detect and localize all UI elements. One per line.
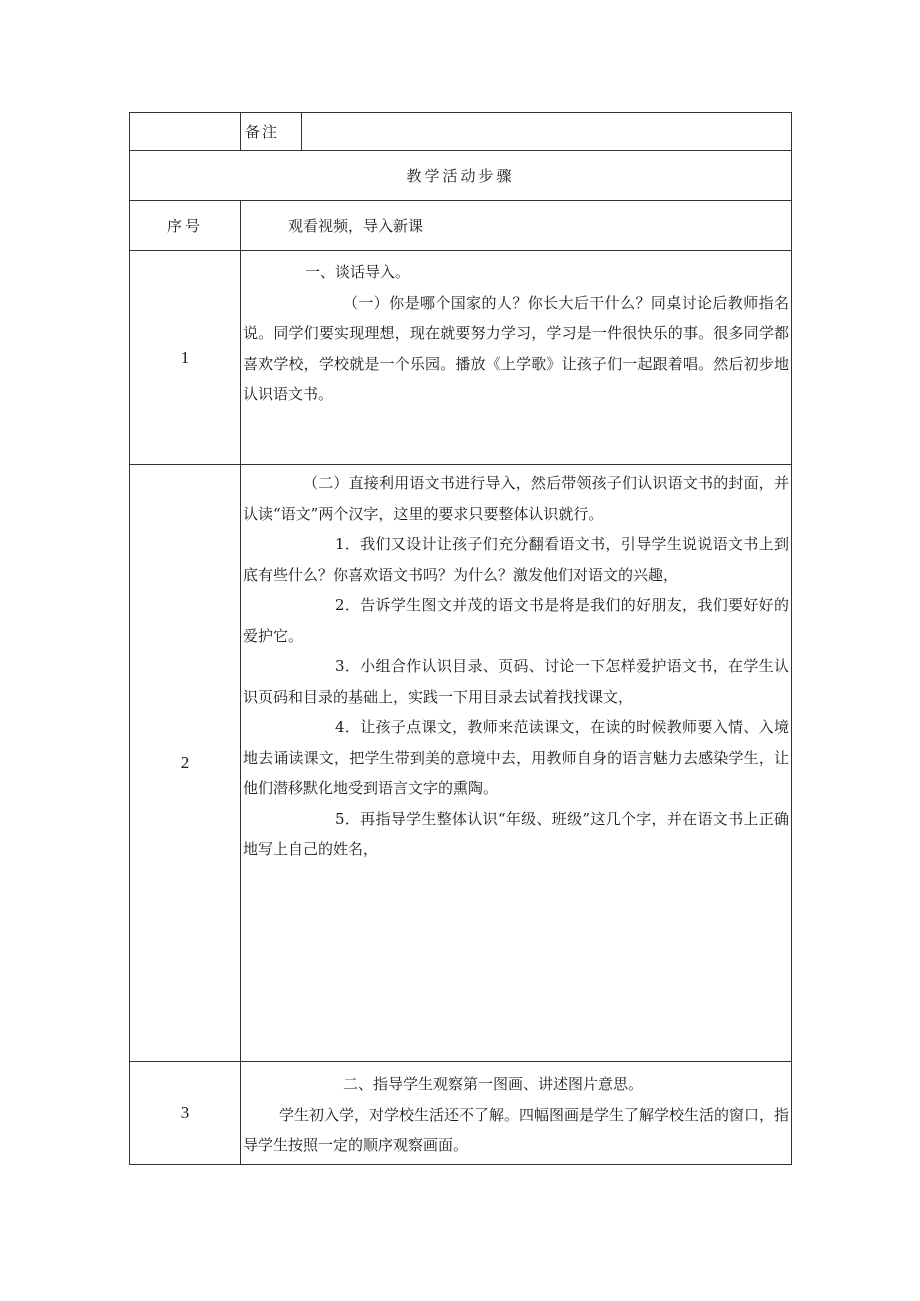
paragraph: 5．再指导学生整体认识“年级、班级”这几个字，并在语文书上正确地写上自己的姓名， (243, 809, 789, 858)
paragraph: 2．告诉学生图文并茂的语文书是将是我们的好朋友，我们要好好的爱护它。 (243, 596, 789, 645)
row-content (241, 251, 792, 465)
paragraph: （二）直接利用语文书进行导入，然后带领孩子们认识语文书的封面，并认读“语文”两个汉字，这里的要求只要整体认识就行。 (243, 474, 789, 523)
lesson-plan-table (129, 112, 792, 1165)
remark-row (130, 113, 792, 151)
number-header: 序号 (130, 201, 241, 251)
paragraph: 3．小组合作认识目录、页码、讨论一下怎样爱护语文书，在学生认识页码和目录的基础上，实践一下用目录去试着找找课文， (243, 657, 789, 706)
section-title-row (130, 151, 792, 201)
row-number: 1 (130, 251, 241, 465)
table-row (130, 465, 792, 1062)
row-content (241, 465, 792, 1062)
empty-cell (130, 113, 241, 151)
paragraph: 二、指导学生观察第一图画、讲述图片意思。 (343, 1075, 644, 1093)
header-row (130, 201, 792, 251)
table-row (130, 1062, 792, 1165)
section-title: 教学活动步骤 (130, 151, 792, 201)
paragraph: 1．我们又设计让孩子们充分翻看语文书，引导学生说说语文书上到底有些什么？你喜欢语文书吗？为什么？激发他们对语文的兴趣， (243, 535, 789, 584)
remark-label: 备注 (241, 113, 302, 151)
row-number: 2 (130, 465, 241, 1062)
paragraph: （一）你是哪个国家的人？你长大后干什么？同桌讨论后教师指名说。同学们要实现理想，现在就要努力学习，学习是一件很快乐的事。很多同学都喜欢学校，学校就是一个乐园。播放《上学歌》让孩子们一起跟着唱。然后初步地认识语文书。 (243, 293, 789, 403)
remark-value-cell (302, 113, 792, 151)
table-row (130, 251, 792, 465)
row-content (241, 1062, 792, 1165)
row-number: 3 (130, 1062, 241, 1165)
paragraph: 4．让孩子点课文，教师来范读课文，在读的时候教师要入情、入境地去诵读课文，把学生带到美的意境中去，用教师自身的语言魅力去感染学生，让他们潜移默化地受到语言文字的熏陶。 (243, 718, 789, 797)
paragraph: 一、谈话导入。 (305, 263, 411, 281)
paragraph: 学生初入学，对学校生活还不了解。四幅图画是学生了解学校生活的窗口，指导学生按照一定的顺序观察画面。 (243, 1105, 790, 1154)
intro-header: 观看视频，导入新课 (241, 201, 792, 251)
